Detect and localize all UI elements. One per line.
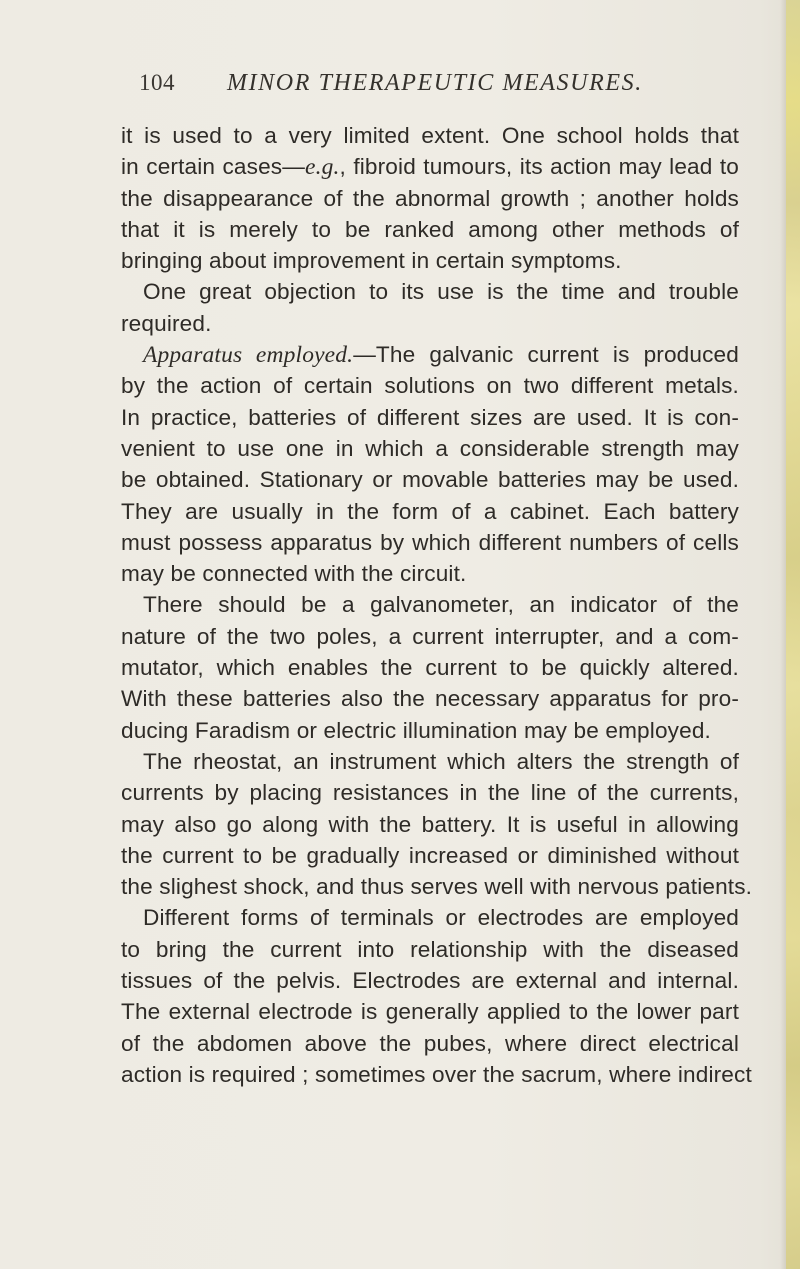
text-line bbox=[121, 183, 739, 214]
text-line bbox=[121, 871, 753, 902]
text-line bbox=[121, 558, 739, 589]
page-number: 104 bbox=[139, 70, 175, 95]
text-line bbox=[121, 496, 739, 527]
text-line bbox=[121, 746, 739, 777]
text-line bbox=[121, 339, 739, 370]
text-run: the slighest shock, and thus serves well with nervous patients. bbox=[121, 874, 753, 900]
italic-text: Apparatus employed. bbox=[143, 342, 354, 369]
text-line bbox=[121, 402, 739, 433]
text-run: action is required ; sometimes over the sacrum, where indirect bbox=[121, 1061, 752, 1087]
body-text bbox=[121, 120, 753, 1090]
text-run: —The galvanic current is produced bbox=[353, 342, 739, 368]
italic-text: e.g. bbox=[305, 154, 340, 181]
text-run: the current to be gradually increased or diminished without bbox=[121, 842, 739, 868]
text-run: They are usually in the form of a cabinet. Each battery bbox=[121, 498, 739, 524]
text-run: it is used to a very limited extent. One school holds that bbox=[121, 123, 739, 148]
text-run: venient to use one in which a considerable strength may bbox=[121, 435, 739, 461]
text-run: There should be a galvanometer, an indicator of the bbox=[143, 592, 739, 618]
page-edge-strip bbox=[786, 0, 800, 1269]
text-run: required. bbox=[121, 310, 212, 336]
text-line bbox=[121, 996, 739, 1027]
text-run: The rheostat, an instrument which alters the strength of bbox=[143, 748, 739, 774]
text-run: by the action of certain solutions on two different metals. bbox=[121, 373, 739, 399]
text-run: ducing Faradism or electric illumination may be employed. bbox=[121, 717, 711, 743]
text-line bbox=[121, 652, 739, 683]
text-run: mutator, which enables the current to be quickly altered. bbox=[121, 655, 739, 681]
text-line bbox=[121, 809, 739, 840]
text-run: may be connected with the circuit. bbox=[121, 561, 467, 587]
text-run: must possess apparatus by which different numbers of cells bbox=[121, 529, 739, 555]
text-line bbox=[121, 120, 739, 151]
text-run: nature of the two poles, a current interrupter, and a com- bbox=[121, 623, 739, 649]
running-head bbox=[139, 70, 699, 106]
text-line bbox=[121, 621, 739, 652]
text-run: One great objection to its use is the time and trouble bbox=[143, 279, 739, 305]
text-run: may also go along with the battery. It is useful in allowing bbox=[121, 811, 739, 837]
text-line bbox=[121, 965, 739, 996]
text-line bbox=[121, 433, 739, 464]
text-line bbox=[121, 934, 739, 965]
text-line bbox=[121, 1028, 739, 1059]
text-run: the disappearance of the abnormal growth ; another holds bbox=[121, 185, 739, 211]
text-line bbox=[121, 589, 739, 620]
text-line bbox=[121, 902, 739, 933]
text-line bbox=[121, 1059, 752, 1090]
text-line bbox=[121, 683, 739, 714]
text-run: In practice, batteries of different sizes are used. It is con- bbox=[121, 404, 739, 430]
text-run: tissues of the pelvis. Electrodes are external and internal. bbox=[121, 968, 739, 994]
text-run: in certain cases— bbox=[121, 154, 305, 180]
text-run: of the abdomen above the pubes, where direct electrical bbox=[121, 1030, 739, 1056]
text-run: With these batteries also the necessary apparatus for pro- bbox=[121, 686, 739, 712]
text-line bbox=[121, 777, 739, 808]
text-line bbox=[121, 151, 739, 182]
text-run: that it is merely to be ranked among other methods of bbox=[121, 216, 739, 242]
text-line bbox=[121, 245, 739, 276]
text-run: Different forms of terminals or electrodes are employed bbox=[143, 905, 739, 931]
text-line bbox=[121, 308, 739, 339]
text-line bbox=[121, 527, 739, 558]
text-line bbox=[121, 464, 739, 495]
text-line bbox=[121, 370, 739, 401]
text-run: be obtained. Stationary or movable batteries may be used. bbox=[121, 467, 739, 493]
running-title: MINOR THERAPEUTIC MEASURES. bbox=[227, 70, 643, 96]
text-line bbox=[121, 276, 739, 307]
text-run: currents by placing resistances in the line of the currents, bbox=[121, 780, 739, 806]
text-line bbox=[121, 214, 739, 245]
text-run: to bring the current into relationship with the diseased bbox=[121, 936, 739, 962]
text-line bbox=[121, 715, 739, 746]
text-line bbox=[121, 840, 739, 871]
text-run: The external electrode is generally applied to the lower part bbox=[121, 999, 739, 1025]
text-run: bringing about improvement in certain symptoms. bbox=[121, 248, 622, 274]
text-run: , fibroid tumours, its action may lead to bbox=[339, 154, 739, 180]
